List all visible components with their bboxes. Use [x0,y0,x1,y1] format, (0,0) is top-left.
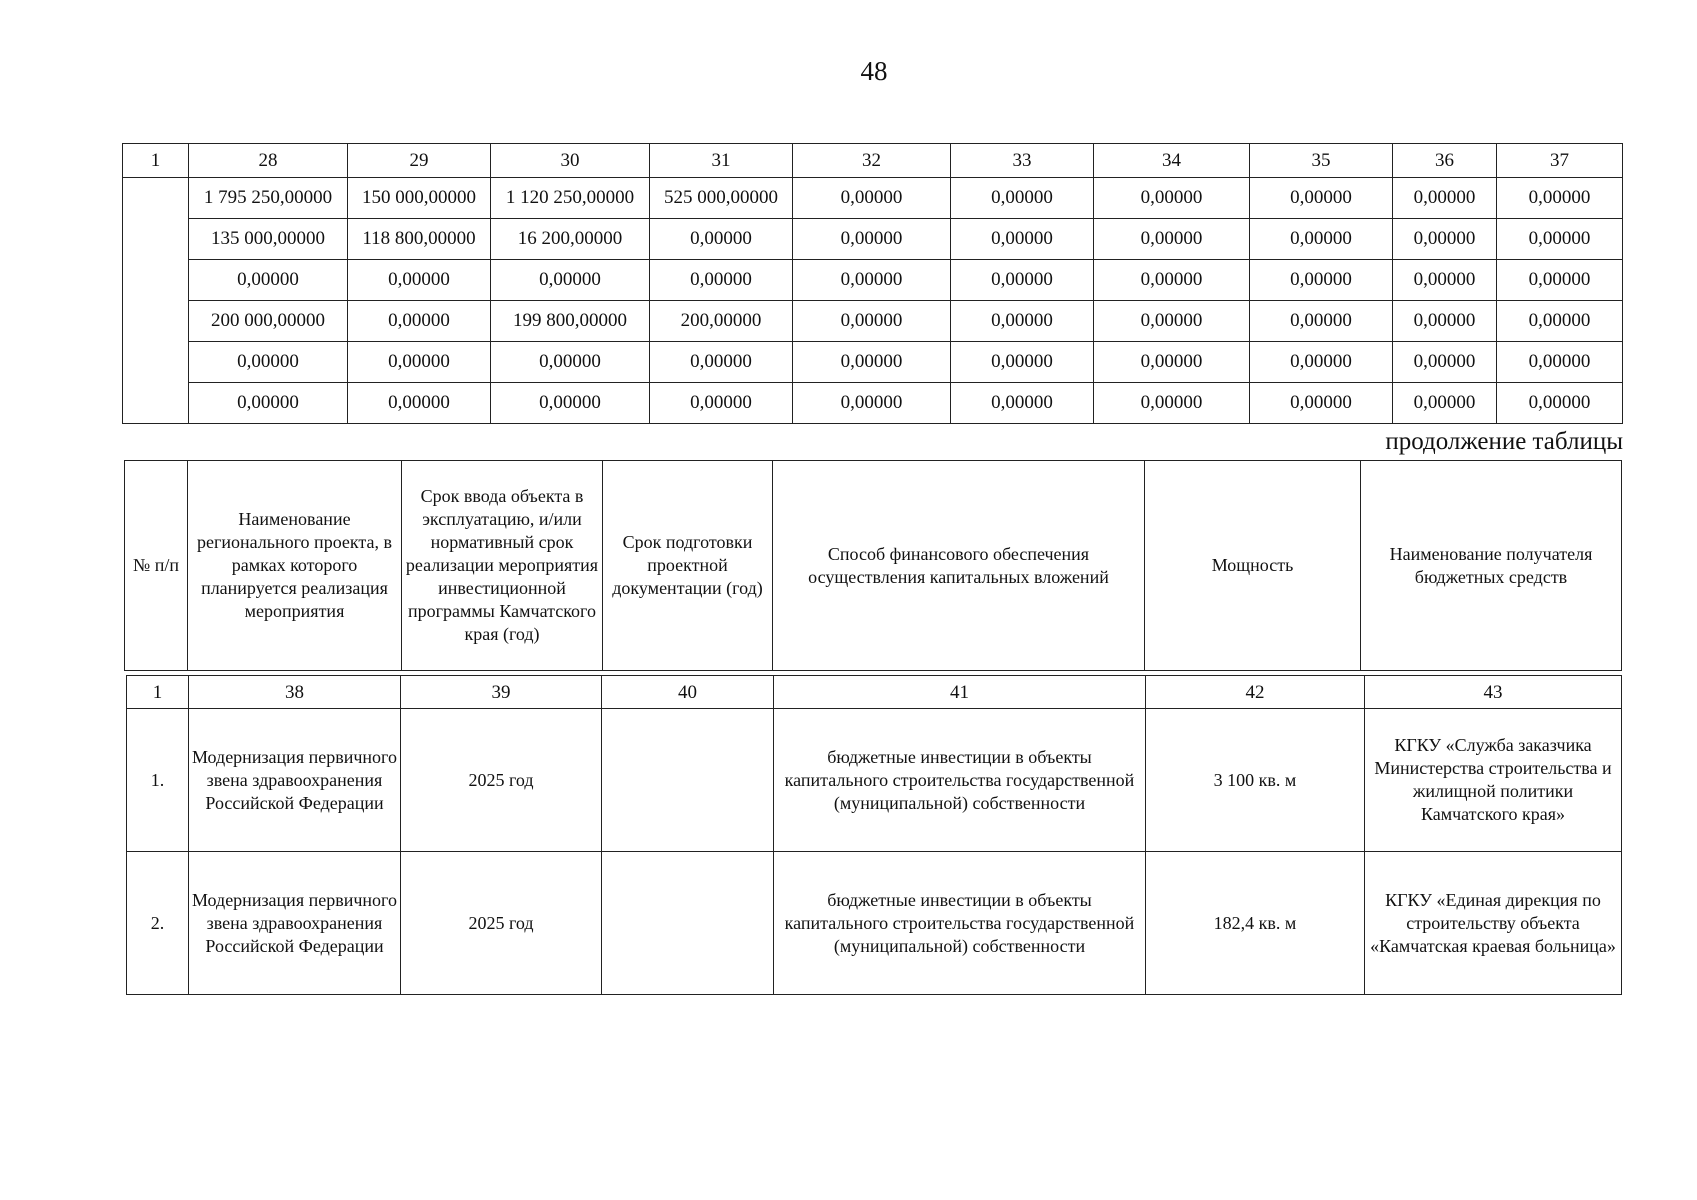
table-cell: 135 000,00000 [189,219,348,260]
table-cell: 200,00000 [650,301,793,342]
table-cell: 0,00000 [1393,383,1497,424]
column-number-cell: 1 [123,144,189,178]
column-number-cell: 33 [951,144,1094,178]
table-cell: 0,00000 [1094,301,1250,342]
table-row [123,219,1623,260]
column-number-cell: 1 [127,676,189,709]
table-cell: 2025 год [401,852,602,995]
table-cell: 525 000,00000 [650,178,793,219]
column-number-cell: 34 [1094,144,1250,178]
column-header: Срок подготовки проектной документации (год) [603,461,773,671]
table-cell: 0,00000 [1094,178,1250,219]
table-cell: 0,00000 [491,383,650,424]
table-cell: 0,00000 [348,260,491,301]
table-cell: 200 000,00000 [189,301,348,342]
column-number-cell: 40 [602,676,774,709]
column-number-cell: 32 [793,144,951,178]
table-cell [602,852,774,995]
table-cell: 0,00000 [1094,383,1250,424]
table-cell: 0,00000 [951,178,1094,219]
table-cell: бюджетные инвестиции в объекты капитального строительства государственной (муниципальной) собственности [774,709,1146,852]
column-header: Наименование регионального проекта, в рамках которого планируется реализация мероприятия [188,461,402,671]
table-cell: 1 120 250,00000 [491,178,650,219]
column-number-cell: 35 [1250,144,1393,178]
table-cell: 0,00000 [1393,178,1497,219]
table-row [123,260,1623,301]
column-number-cell: 30 [491,144,650,178]
table-cell: 0,00000 [1497,383,1623,424]
table-cell: 0,00000 [1393,301,1497,342]
table-cell: 0,00000 [951,301,1094,342]
header-row [125,461,1622,671]
table-cell: 0,00000 [1497,219,1623,260]
table-cell: 3 100 кв. м [1146,709,1365,852]
table-cell: 0,00000 [650,383,793,424]
column-number-row [123,144,1623,178]
table-cell: 0,00000 [951,260,1094,301]
table-cell: 0,00000 [650,342,793,383]
table-cell: 182,4 кв. м [1146,852,1365,995]
table-cell: 0,00000 [1250,219,1393,260]
table-cell: 0,00000 [491,260,650,301]
table-cell: 150 000,00000 [348,178,491,219]
column-header: Мощность [1145,461,1361,671]
table-row [123,342,1623,383]
table-cell: 0,00000 [1497,301,1623,342]
table-cell: 0,00000 [1094,219,1250,260]
column-number-cell: 38 [189,676,401,709]
table-cell: 0,00000 [1250,301,1393,342]
table-cell: 1 795 250,00000 [189,178,348,219]
column-number-cell: 41 [774,676,1146,709]
table-cell: 0,00000 [1250,342,1393,383]
table-cell: 0,00000 [951,342,1094,383]
column-number-cell: 43 [1365,676,1622,709]
column-header: № п/п [125,461,188,671]
table-cell: 0,00000 [793,219,951,260]
table-cell: 0,00000 [1094,260,1250,301]
table-cell: 1. [127,709,189,852]
table-cell: 0,00000 [348,301,491,342]
table-cell: 0,00000 [348,383,491,424]
table-cell: 0,00000 [348,342,491,383]
table-cell: 0,00000 [1497,342,1623,383]
continuation-label: продолжение таблицы [1385,428,1623,455]
table-row [123,178,1623,219]
column-number-cell: 42 [1146,676,1365,709]
table-cell: 0,00000 [1497,178,1623,219]
column-number-cell: 37 [1497,144,1623,178]
column-header: Наименование получателя бюджетных средств [1361,461,1622,671]
table-cell: 0,00000 [1250,383,1393,424]
column-number-cell: 39 [401,676,602,709]
table-row [127,852,1622,995]
table-cell: 0,00000 [650,260,793,301]
table-cell: 118 800,00000 [348,219,491,260]
table-cell: 0,00000 [1393,260,1497,301]
table-cell: бюджетные инвестиции в объекты капитального строительства государственной (муниципальной) собственности [774,852,1146,995]
table-cell: 0,00000 [189,260,348,301]
row-number-cell [123,178,189,424]
table-cell: 0,00000 [1497,260,1623,301]
column-number-cell: 36 [1393,144,1497,178]
table-row [123,301,1623,342]
table-cell: 0,00000 [650,219,793,260]
table-cell: 0,00000 [793,178,951,219]
table-cell: КГКУ «Служба заказчика Министерства строительства и жилищной политики Камчатского края» [1365,709,1622,852]
table-cell: 0,00000 [1393,342,1497,383]
column-number-row [127,676,1622,709]
table-cell: 0,00000 [951,219,1094,260]
header-table [124,460,1622,671]
table-cell: Модернизация первичного звена здравоохранения Российской Федерации [189,709,401,852]
table-cell: 16 200,00000 [491,219,650,260]
table-cell: 0,00000 [793,260,951,301]
table-row [123,383,1623,424]
column-number-cell: 28 [189,144,348,178]
table-cell: 0,00000 [793,301,951,342]
table-cell: 2. [127,852,189,995]
table-cell: 0,00000 [1250,260,1393,301]
table-cell: 0,00000 [793,342,951,383]
table-cell: Модернизация первичного звена здравоохранения Российской Федерации [189,852,401,995]
table-cell: 0,00000 [189,383,348,424]
column-number-cell: 29 [348,144,491,178]
column-header: Способ финансового обеспечения осуществления капитальных вложений [773,461,1145,671]
column-number-cell: 31 [650,144,793,178]
table-cell: 0,00000 [1094,342,1250,383]
table-cell: 0,00000 [189,342,348,383]
table-cell [602,709,774,852]
table-cell: 0,00000 [1250,178,1393,219]
table-cell: 0,00000 [793,383,951,424]
data-table-bottom [126,675,1622,995]
table-cell: 0,00000 [491,342,650,383]
table-cell: 2025 год [401,709,602,852]
table-cell: 0,00000 [1393,219,1497,260]
table-cell: КГКУ «Единая дирекция по строительству объекта «Камчатская краевая больница» [1365,852,1622,995]
page-number: 48 [860,56,888,86]
column-header: Срок ввода объекта в эксплуатацию, и/или нормативный срок реализации мероприятия инвестиционной программы Камчатского края (год) [402,461,603,671]
table-cell: 0,00000 [951,383,1094,424]
data-table-top [122,143,1623,424]
table-row [127,709,1622,852]
table-cell: 199 800,00000 [491,301,650,342]
